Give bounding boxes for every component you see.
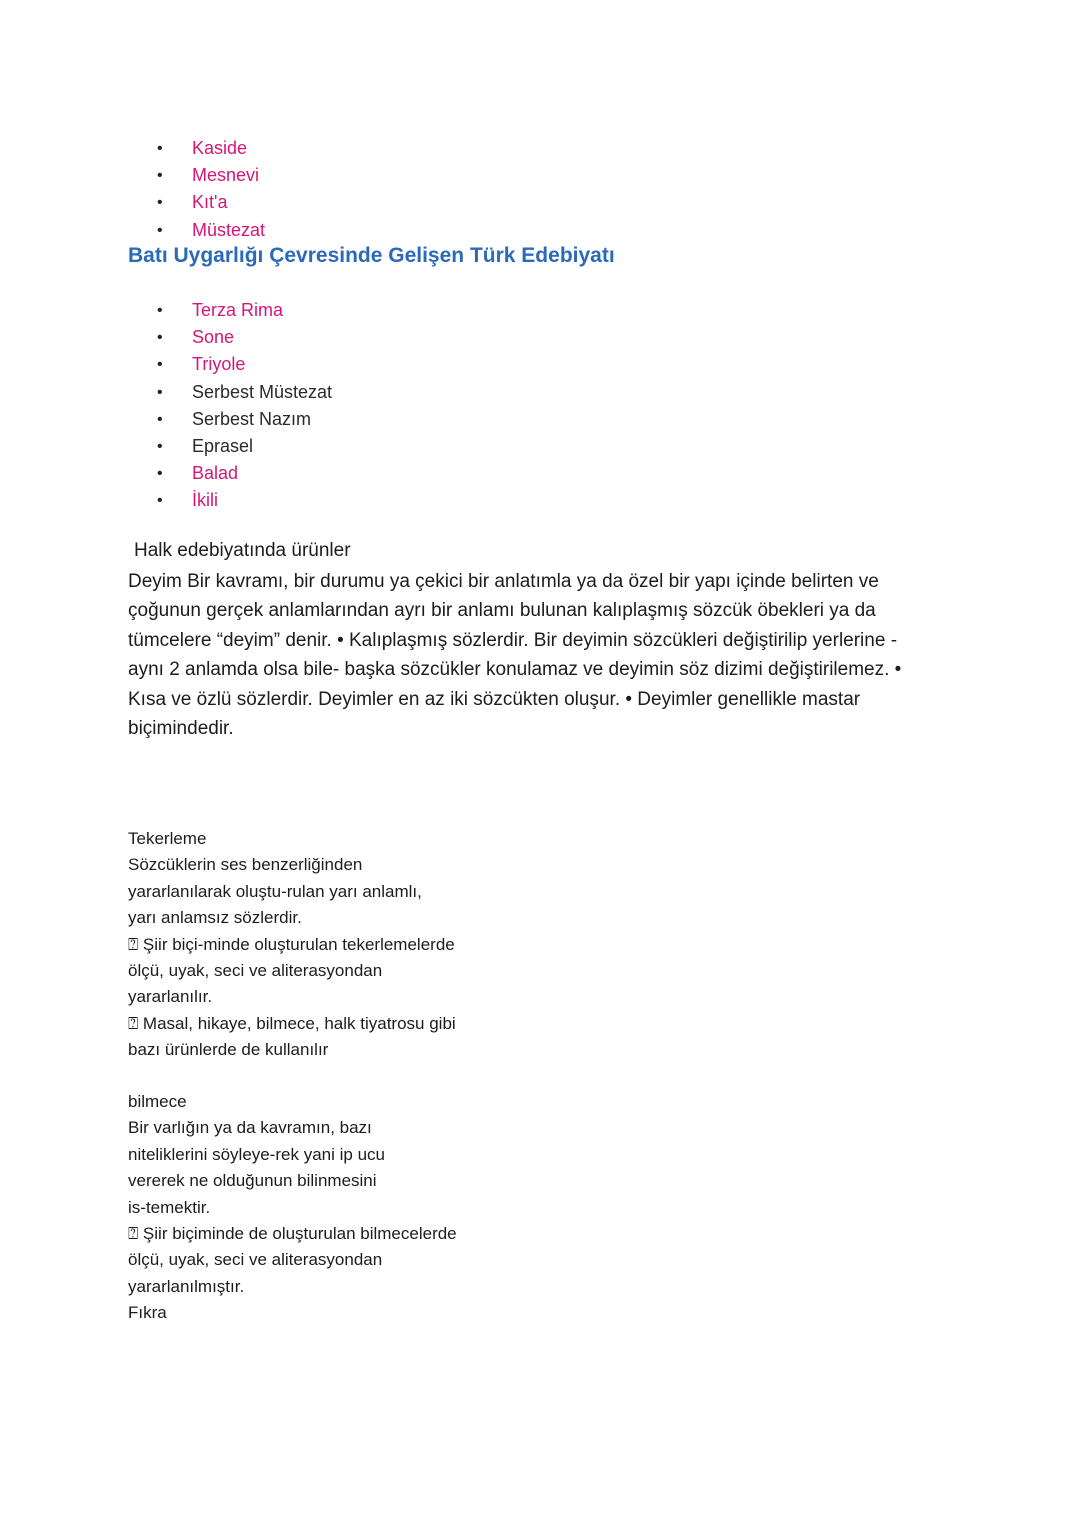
bullet-icon: •: [157, 302, 163, 319]
text-line: ⍰ Şiir biçi-minde oluşturulan tekerlemelerde: [128, 934, 455, 954]
text-line: ölçü, uyak, seci ve aliterasyondan: [128, 961, 383, 981]
bullet-icon: •: [157, 194, 163, 212]
text-line: ⍰ Masal, hikaye, bilmece, halk tiyatrosu gibi: [128, 1013, 456, 1033]
text-line: Bir varlığın ya da kavramın, bazı: [128, 1118, 372, 1138]
paragraph-line: çoğunun gerçek anlamlarından ayrı bir anlamı bulunan kalıplaşmış sözcük öbekleri ya da: [128, 600, 876, 622]
section-title: bilmece: [128, 1092, 187, 1111]
section-heading: Batı Uygarlığı Çevresinde Gelişen Türk Edebiyatı: [128, 244, 615, 267]
paragraph-line: aynı 2 anlamda olsa bile- başka sözcükler konulamaz ve deyimin söz dizimi değiştirilemez. •: [128, 659, 902, 681]
text-line: yarı anlamsız sözlerdir.: [128, 908, 302, 928]
halk-title: Halk edebiyatında ürünler: [134, 540, 351, 561]
document-page: • Kaside • Mesnevi • Kıt'a • Müstezat Batı Uygarlığı Çevresinde Gelişen Türk Edebiyatı • Terza Rima • Sone • Triyole • Serbest Müstezat • Serbest Nazım • Eprasel • Balad • İkili Halk edebiyatında ürünler Deyim Bir kavramı, bir durumu ya çekici bir anlatımla ya da özel bir yapı içinde belirten ve çoğunun gerçek anlamlarından ayrı bir anlamı bulunan kalıplaşmış sözcük öbekleri ya da tümcelere “deyim” denir. • Kalıplaşmış sözlerdir. Bir deyimin sözcükleri değiştirilip yerlerine - aynı 2 anlamda olsa bile- başka sözcükler konulamaz ve deyimin söz dizimi değiştirilemez. • Kısa ve özlü sözlerdir. Deyimler en az iki sözcükten oluşur. • Deyimler genellikle mastar biçimindedir. Tekerleme Sözcüklerin ses benzerliğinden yararlanılarak oluştu-rulan yarı anlamlı, yarı anlamsız sözlerdir. ⍰ Şiir biçi-minde oluşturulan tekerlemelerde ölçü, uyak, seci ve aliterasyondan yararlanılır. ⍰ Masal, hikaye, bilmece, halk tiyatrosu gibi bazı ürünlerde de kullanılır bilmece Bir varlığın ya da kavramın, bazı niteliklerini söyleye-rek yani ip ucu vererek ne olduğunun bilinmesini is-temektir. ⍰ Şiir biçiminde de oluşturulan bilmecelerde ölçü, uyak, seci ve aliterasyondan yararlanılmıştır. Fıkra: [0, 0, 1080, 1527]
bullet-icon: •: [157, 410, 163, 428]
text-line: vererek ne olduğunun bilinmesini: [128, 1171, 377, 1191]
bilmece-section: [128, 1089, 628, 1327]
bullet-icon: •: [157, 221, 163, 239]
text-line: yararlanılmıştır.: [128, 1276, 245, 1296]
text-line: Sözcüklerin ses benzerliğinden: [128, 855, 363, 875]
paragraph-line: biçimindedir.: [128, 718, 234, 740]
paragraph-line: Kısa ve özlü sözlerdir. Deyimler en az iki sözcükten oluşur. • Deyimler genellikle mastar: [128, 688, 861, 710]
text-line: yararlanılarak oluştu-rulan yarı anlamlı,: [128, 881, 422, 901]
text-line: ⍰ Şiir biçiminde de oluşturulan bilmecelerde: [128, 1224, 457, 1244]
text-line: yararlanılır.: [128, 987, 213, 1007]
bullet-icon: •: [157, 356, 163, 374]
text-line: ölçü, uyak, seci ve aliterasyondan: [128, 1250, 383, 1270]
bullet-icon: •: [157, 140, 163, 157]
tekerleme-section: [128, 826, 628, 1064]
section-title: Tekerleme: [128, 829, 207, 848]
bullet-icon: •: [157, 437, 163, 455]
paragraph-line: tümcelere “deyim” denir. • Kalıplaşmış sözlerdir. Bir deyimin sözcükleri değiştirilip yerlerine -: [128, 629, 898, 651]
deyim-paragraph: [128, 567, 968, 743]
bullet-icon: •: [157, 383, 163, 401]
bullet-icon: •: [157, 492, 163, 510]
text-line: is-temektir.: [128, 1197, 211, 1217]
paragraph-line: Deyim Bir kavramı, bir durumu ya çekici bir anlatımla ya da özel bir yapı içinde belirten ve: [128, 571, 879, 592]
bullet-icon: •: [157, 167, 163, 185]
text-line: bazı ürünlerde de kullanılır: [128, 1040, 329, 1060]
text-line: niteliklerini söyleye-rek yani ip ucu: [128, 1144, 386, 1164]
bullet-icon: •: [157, 329, 163, 347]
fikra-title: Fıkra: [128, 1303, 167, 1323]
bullet-icon: •: [157, 465, 163, 483]
